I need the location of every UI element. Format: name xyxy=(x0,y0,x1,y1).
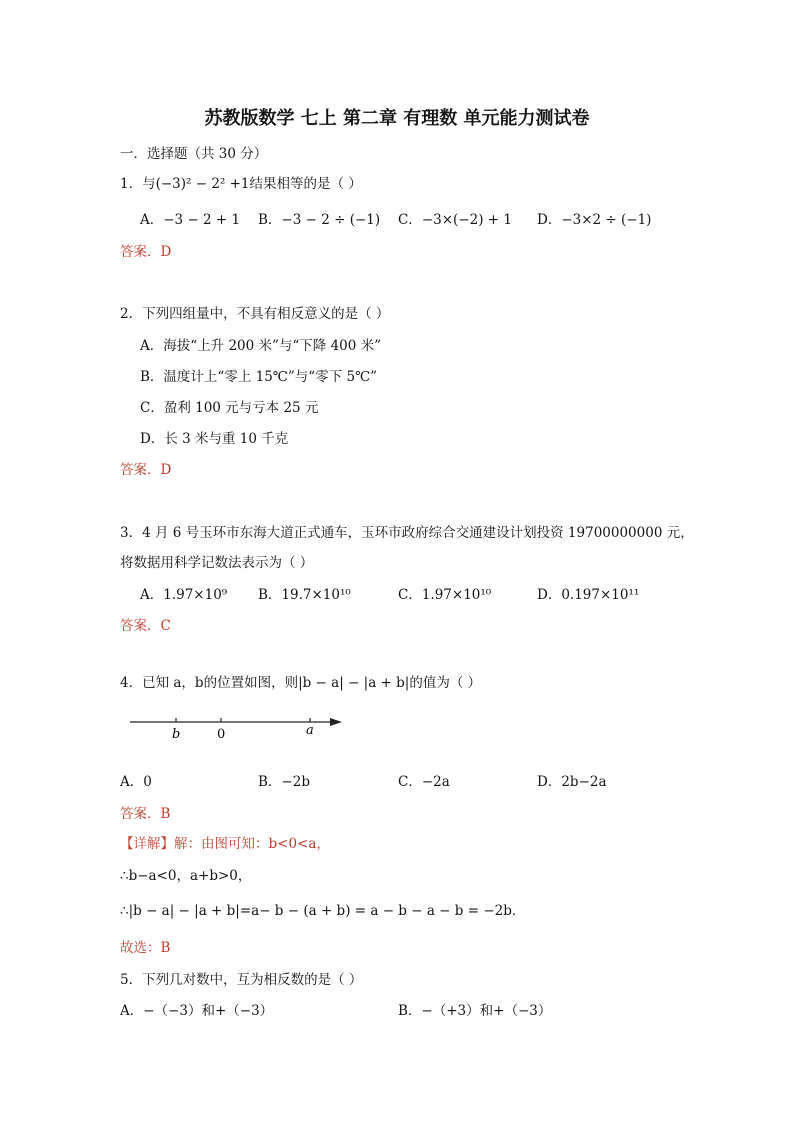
question-2-answer: 答案．D xyxy=(120,462,172,478)
detail-tag: 【详解】 xyxy=(120,836,174,852)
question-3-stem-line2: 将数据用科学记数法表示为（ ） xyxy=(120,555,314,571)
question-4-option-c: C．−2a xyxy=(398,774,450,790)
question-5-option-b: B．−（+3）和+（−3） xyxy=(398,1003,552,1019)
question-1-option-c: C．−3×(−2) + 1 xyxy=(398,212,512,228)
label-a: a xyxy=(306,723,314,738)
question-3-option-a: A．1.97×10⁹ xyxy=(140,587,228,603)
question-1-answer: 答案．D xyxy=(120,244,172,260)
question-4-option-b: B．−2b xyxy=(258,774,310,790)
question-4-conclusion: 故选：B xyxy=(120,940,171,956)
question-4-step-1: ∴b−a<0，a+b>0， xyxy=(120,868,252,884)
section-heading: 一．选择题（共 30 分） xyxy=(120,146,268,162)
question-2-stem: 2．下列四组量中，不具有相反意义的是（ ） xyxy=(120,306,390,322)
question-4-step-2: ∴|b − a| − |a + b|=a− b − (a + b) = a − b − a − b = −2b． xyxy=(120,903,526,919)
detail-text: 解：由图可知：b<0<a， xyxy=(174,836,330,852)
question-2-option-d: D．长 3 米与重 10 千克 xyxy=(140,431,289,447)
question-3-answer: 答案．C xyxy=(120,618,171,634)
number-line-arrow xyxy=(330,718,342,726)
question-1-option-b: B．−3 − 2 ÷ (−1) xyxy=(258,212,381,228)
label-b: b xyxy=(172,727,181,742)
question-3-option-d: D．0.197×10¹¹ xyxy=(537,587,640,603)
question-1-stem: 1．与(−3)² − 2² +1结果相等的是（ ） xyxy=(120,176,362,192)
question-2-option-c: C．盈利 100 元与亏本 25 元 xyxy=(140,400,319,416)
question-3-option-c: C．1.97×10¹⁰ xyxy=(398,587,492,603)
question-5-option-a: A．−（−3）和+（−3） xyxy=(120,1003,274,1019)
question-5-stem: 5．下列几对数中，互为相反数的是（ ） xyxy=(120,972,363,988)
question-4-answer: 答案．B xyxy=(120,806,171,822)
question-2-option-a: A．海拔“上升 200 米”与“下降 400 米” xyxy=(140,338,382,354)
question-1-option-a: A．−3 − 2 + 1 xyxy=(140,212,241,228)
number-line-figure xyxy=(120,708,360,748)
question-4-option-a: A．0 xyxy=(120,774,152,790)
label-zero: 0 xyxy=(217,727,226,742)
question-3-stem-line1: 3．4 月 6 号玉环市东海大道正式通车，玉环市政府综合交通建设计划投资 19700000000 元， xyxy=(120,525,694,541)
question-4-stem: 4．已知 a，b的位置如图，则|b − a| − |a + b|的值为（ ） xyxy=(120,675,482,691)
question-4-option-d: D．2b−2a xyxy=(537,774,607,790)
question-1-option-d: D．−3×2 ÷ (−1) xyxy=(537,212,652,228)
question-3-option-b: B．19.7×10¹⁰ xyxy=(258,587,351,603)
page-title: 苏教版数学 七上 第二章 有理数 单元能力测试卷 xyxy=(204,108,590,129)
question-2-option-b: B．温度计上“零上 15℃”与“零下 5℃” xyxy=(140,369,378,385)
question-4-detail xyxy=(120,832,330,852)
